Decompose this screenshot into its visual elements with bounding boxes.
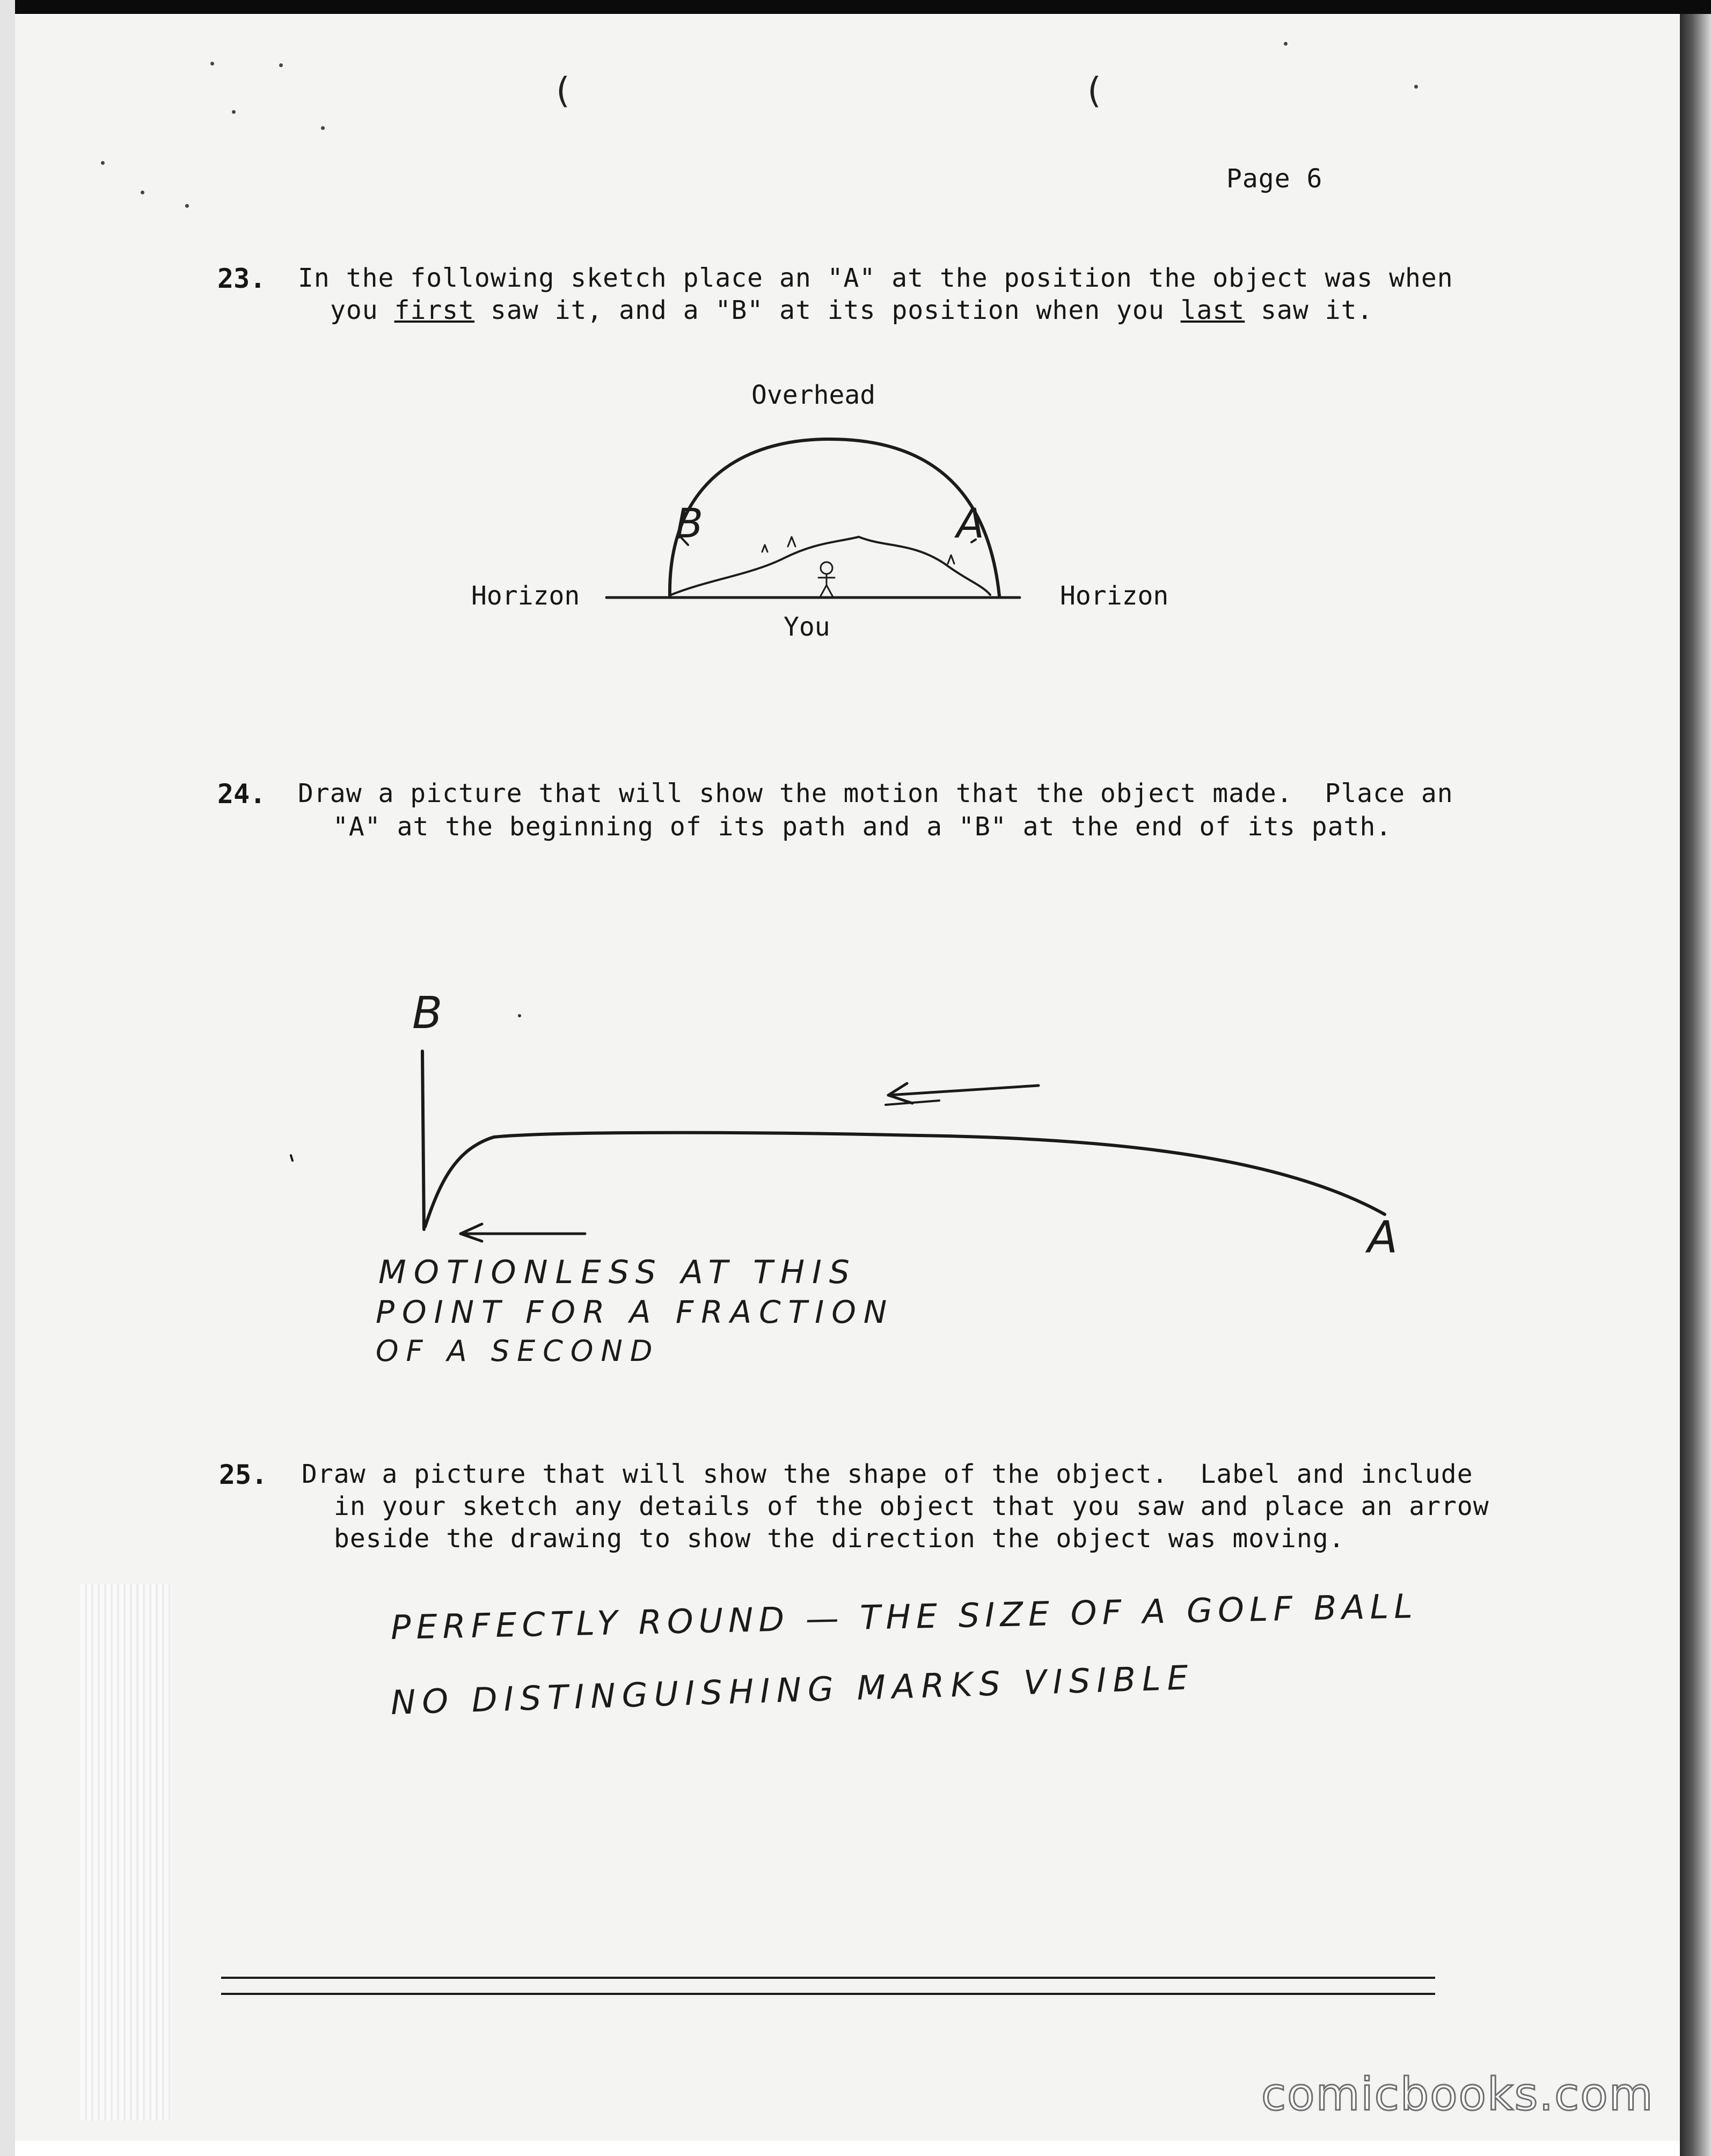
horizon-right-label: Horizon: [1060, 581, 1169, 611]
motion-note-line: OF A SECOND: [376, 1334, 660, 1368]
you-label: You: [784, 612, 830, 642]
bottom-rule: [221, 1977, 1435, 1979]
emphasis-first: first: [394, 295, 475, 325]
vertical-path-segment: [422, 1051, 424, 1229]
question-text: In the following sketch place an "A" at the position the object was when: [298, 263, 1453, 293]
question-text: in your sketch any details of the object that you saw and place an arrow: [334, 1491, 1489, 1521]
page-number: Page 6: [1226, 164, 1323, 194]
stray-dot: [518, 1014, 521, 1017]
object-path-curve: [425, 1133, 1385, 1227]
direction-arrow-shaft: [888, 1086, 1039, 1095]
question-number: 24.: [217, 778, 266, 810]
question-text: Draw a picture that will show the motion that the object made. Place an: [298, 778, 1453, 808]
question-number: 23.: [217, 263, 266, 294]
question-text: you first saw it, and a "B" at its position when you last saw it.: [330, 295, 1373, 325]
path-end-mark-b: B: [412, 988, 443, 1039]
question-text: beside the drawing to show the direction the object was moving.: [334, 1524, 1345, 1554]
question-text: Draw a picture that will show the shape of the object. Label and include: [302, 1459, 1473, 1489]
shape-answer-line: PERFECTLY ROUND — THE SIZE OF A GOLF BALL: [390, 1586, 1418, 1647]
shape-answer-line: NO DISTINGUISHING MARKS VISIBLE: [390, 1657, 1195, 1722]
site-watermark: comicbooks.com: [1261, 2068, 1654, 2121]
sky-mark-b: B: [675, 499, 704, 547]
hole-mark: (: [1083, 70, 1105, 111]
question-text: "A" at the beginning of its path and a "B" at the end of its path.: [333, 812, 1392, 842]
emphasis-last: last: [1180, 295, 1245, 325]
hole-mark: (: [552, 70, 573, 111]
question-number: 25.: [219, 1459, 268, 1490]
horizon-left-label: Horizon: [471, 581, 580, 611]
bottom-rule: [221, 1993, 1435, 1995]
sky-mark-a: A: [956, 499, 984, 547]
path-start-mark-a: A: [1368, 1212, 1398, 1263]
motion-note-line: POINT FOR A FRACTION: [376, 1294, 895, 1330]
motion-note-line: MOTIONLESS AT THIS: [378, 1254, 857, 1291]
stray-mark: [291, 1155, 293, 1161]
overhead-label: Overhead: [751, 380, 876, 410]
